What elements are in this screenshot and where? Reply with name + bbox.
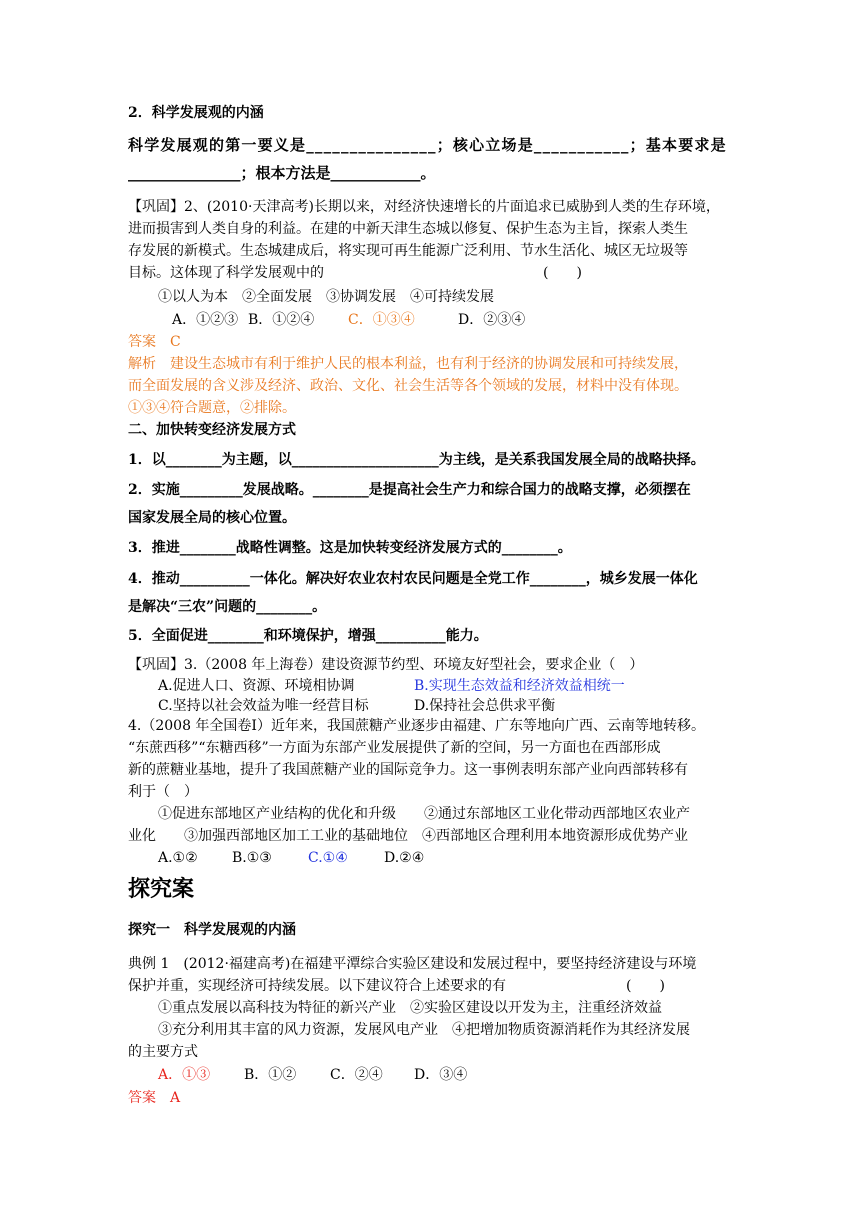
fill-blank-line: _______________；根本方法是____________。 <box>128 164 436 182</box>
statement-list: 的主要方式 <box>128 1044 198 1060</box>
statement-list: ①促进东部地区产业结构的优化和升级 ②通过东部地区工业化带动西部地区农业产 <box>158 806 690 822</box>
option-d: D.②④ <box>384 850 425 866</box>
question-text: 进而损害到人类自身的利益。在建的中新天津生态城以修复、保护生态为主旨，探索人类生 <box>128 221 688 237</box>
option-c-correct: C．①③④ <box>348 312 415 328</box>
statement-list: 业化 ③加强西部地区加工工业的基础地位 ④西部地区合理利用本地资源形成优势产业 <box>128 828 688 844</box>
option-c: C．②④ <box>330 1067 383 1083</box>
option-d: D．②③④ <box>458 312 526 328</box>
analysis-line: ①③④符合题意，②排除。 <box>128 400 296 416</box>
answer-line: 答案 A <box>128 1090 181 1106</box>
analysis-line: 解析 建设生态城市有利于维护人民的根本利益，也有利于经济的协调发展和可持续发展， <box>128 356 688 372</box>
statement-list: ①以人为本 ②全面发展 ③协调发展 ④可持续发展 <box>158 289 494 305</box>
fill-blank-item-5: 5．全面促进________和环境保护，增强__________能力。 <box>128 628 488 644</box>
statement-list: ③充分利用其丰富的风力资源，发展风电产业 ④把增加物质资源消耗作为其经济发展 <box>158 1022 690 1038</box>
answer-bracket: ( ) <box>626 978 665 994</box>
fill-blank-item-2: 2．实施_________发展战略。________是提高社会生产力和综合国力的战略支撑，必须摆在 <box>128 482 691 498</box>
option-a: A.①② <box>158 850 198 866</box>
fill-blank-item-1: 1．以________为主题，以_____________________为主线，是关系我国发展全局的战略抉择。 <box>128 452 705 468</box>
question-text: 新的蔗糖业基地，提升了我国蔗糖产业的国际竞争力。这一事例表明东部产业向西部转移有 <box>128 762 688 778</box>
section-heading-connotation: 2．科学发展观的内涵 <box>128 105 264 121</box>
section-heading-transform: 二、加快转变经济发展方式 <box>128 422 296 438</box>
fill-blank-item-2-cont: 国家发展全局的核心位置。 <box>128 510 296 526</box>
question-text: 【巩固】2、(2010·天津高考)长期以来，对经济快速增长的片面追求已威胁到人类的生存环境， <box>128 199 720 215</box>
statement-list: ①重点发展以高科技为特征的新兴产业 ②实验区建设以开发为主，注重经济效益 <box>158 1000 662 1016</box>
option-a: A．①②③ <box>172 312 239 328</box>
option-b-correct: B.实现生态效益和经济效益相统一 <box>414 678 625 694</box>
question-text: 【巩固】3.（2008 年上海卷）建设资源节约型、环境友好型社会，要求企业（ ） <box>128 657 644 673</box>
option-b: B.①③ <box>232 850 272 866</box>
option-d: D．③④ <box>414 1067 468 1083</box>
fill-blank-item-4-cont: 是解决“三农”问题的________。 <box>128 599 327 615</box>
answer-bracket: ( ) <box>543 265 582 281</box>
analysis-line: 而全面发展的含义涉及经济、政治、文化、社会生活等各个领域的发展，材料中没有体现。 <box>128 378 688 394</box>
option-a-correct: A．①③ <box>158 1067 211 1083</box>
question-text: 存发展的新模式。生态城建成后，将实现可再生能源广泛利用、节水生活化、城区无垃圾等 <box>128 243 688 259</box>
example-text: 保护并重，实现经济可持续发展。以下建议符合上述要求的有 <box>128 978 506 994</box>
question-text: 利于（ ） <box>128 784 198 800</box>
fill-blank-line: 科学发展观的第一要义是_______________；核心立场是___________；基本要求是 <box>128 136 727 154</box>
fill-blank-item-4: 4．推动__________一体化。解决好农业农村农民问题是全党工作________，城乡发展一体化 <box>128 571 698 587</box>
page-title: 探究案 <box>128 877 195 902</box>
fill-blank-item-3: 3．推进________战略性调整。这是加快转变经济发展方式的________。 <box>128 540 572 556</box>
question-text: “东蔗西移”“东糖西移”一方面为东部产业发展提供了新的空间，另一方面也在西部形成 <box>128 740 661 756</box>
answer-line: 答案 C <box>128 334 181 350</box>
option-a: A.促进人口、资源、环境相协调 <box>158 678 355 694</box>
option-d: D.保持社会总供求平衡 <box>414 698 556 714</box>
subsection-heading: 探究一 科学发展观的内涵 <box>128 922 296 938</box>
option-b: B．①②④ <box>248 312 315 328</box>
option-c-correct: C.①④ <box>308 850 348 866</box>
example-text: 典例 1 (2012·福建高考)在福建平潭综合实验区建设和发展过程中，要坚持经济建设与环境 <box>128 956 697 972</box>
option-b: B．①② <box>244 1067 297 1083</box>
question-text: 4.（2008 年全国卷Ⅰ）近年来，我国蔗糖产业逐步由福建、广东等地向广西、云南等地转移。 <box>128 718 705 734</box>
option-c: C.坚持以社会效益为唯一经营目标 <box>158 698 369 714</box>
question-text: 目标。这体现了科学发展观中的 <box>128 265 324 281</box>
